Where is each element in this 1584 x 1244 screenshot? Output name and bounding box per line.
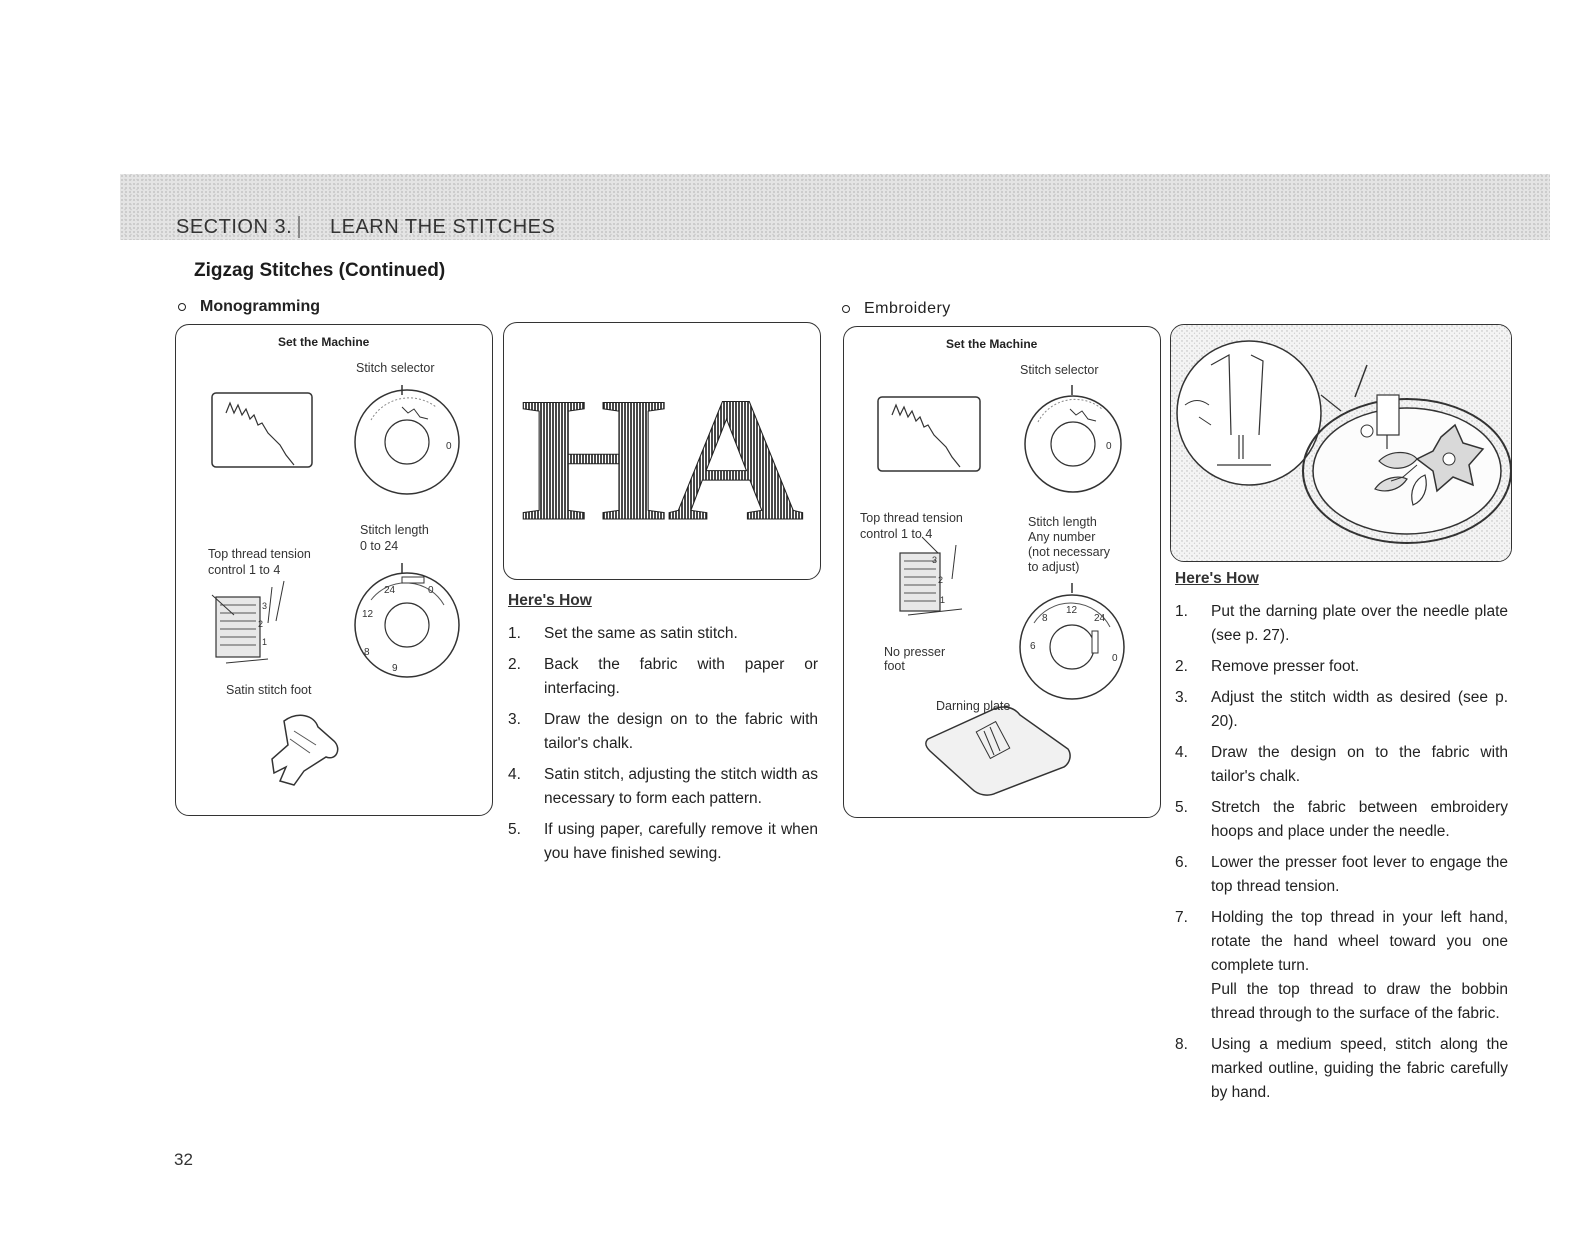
section-number: SECTION 3. [176, 216, 293, 238]
length-9-mark: 9 [392, 663, 398, 674]
stitch-length-label-line2: Any number [1028, 530, 1096, 544]
tension-3-mark: 3 [262, 601, 268, 611]
embroidery-hoop-panel [1170, 324, 1512, 562]
zigzag-stitch-icon [226, 403, 294, 465]
step-item: 3. Draw the design on to the fabric with tailor's chalk. [508, 711, 818, 752]
length-24-mark: 24 [384, 585, 396, 596]
monogramming-steps [508, 622, 818, 873]
monogramming-heading-text: Monogramming [200, 298, 320, 315]
step-item: 8. Using a medium speed, stitch along the marked outline, guiding the fabric carefully by hand. [1175, 1036, 1508, 1101]
length-12-mark: 12 [1066, 605, 1078, 616]
embroidery-heres-how: Here's How [1175, 570, 1259, 587]
no-presser-label-line2: foot [884, 659, 905, 673]
step-item: 4. Draw the design on to the fabric with tailor's chalk. [1175, 744, 1508, 785]
tension-label-line1: Top thread tension [208, 547, 311, 561]
monogram-sample-panel [503, 322, 821, 580]
step-item: 5. Stretch the fabric between embroidery hoops and place under the needle. [1175, 799, 1508, 840]
tension-label-line2: control 1 to 4 [860, 527, 933, 541]
panel-title: Set the Machine [278, 335, 370, 349]
darning-plate-icon [926, 707, 1070, 795]
stitch-pattern-window [878, 397, 980, 471]
embroidery-settings-panel [843, 326, 1161, 818]
tension-1-mark: 1 [940, 595, 946, 605]
embroidery-steps [1175, 600, 1508, 1112]
stitch-length-label-line1: Stitch length [1028, 515, 1097, 529]
stitch-length-label-line3: (not necessary [1028, 545, 1110, 559]
length-12-mark: 12 [362, 609, 374, 620]
selector-zero-mark: 0 [1106, 441, 1112, 452]
embroidery-heading-text: Embroidery [864, 300, 951, 317]
banner-divider [298, 216, 300, 238]
stitch-length-label-line2: 0 to 24 [360, 539, 399, 553]
length-0-mark: 0 [428, 585, 434, 596]
length-24-mark: 24 [1094, 613, 1106, 624]
monogramming-settings-panel [175, 324, 493, 816]
stitch-length-dial [355, 573, 459, 677]
tension-1-mark: 1 [262, 637, 268, 647]
section-title: LEARN THE STITCHES [330, 216, 556, 238]
page-title: Zigzag Stitches (Continued) [194, 260, 446, 281]
monogramming-heres-how: Here's How [508, 592, 592, 609]
darning-plate-label: Darning plate [936, 699, 1011, 713]
stitch-selector-label: Stitch selector [356, 361, 435, 375]
tension-dial [900, 537, 962, 615]
no-presser-label-line1: No presser [884, 645, 946, 659]
tension-2-mark: 2 [938, 575, 944, 585]
satin-stitch-foot-icon [272, 715, 338, 785]
step-item: 1. Put the darning plate over the needle plate (see p. 27). [1175, 603, 1508, 644]
length-8-mark: 8 [364, 647, 370, 658]
section-banner [120, 174, 1550, 240]
step-item: 3. Adjust the stitch width as desired (see p. 20). [1175, 689, 1508, 730]
step-item: 2. Back the fabric with paper or interfacing. [508, 656, 818, 697]
step-item: 4. Satin stitch, adjusting the stitch width as necessary to form each pattern. [508, 766, 818, 807]
tension-label-line1: Top thread tension [860, 511, 963, 525]
tension-3-mark: 3 [932, 555, 938, 565]
tension-label-line2: control 1 to 4 [208, 563, 281, 577]
stitch-pattern-window [212, 393, 312, 467]
satin-stitched-monogram: HA [520, 360, 804, 558]
stitch-length-label-line4: to adjust) [1028, 560, 1080, 574]
panel-title: Set the Machine [946, 337, 1038, 351]
length-6-mark: 6 [1030, 641, 1036, 652]
embroidery-hoop-illustration [1171, 325, 1511, 561]
selector-zero-mark: 0 [446, 441, 452, 452]
embroidery-heading [842, 300, 951, 318]
bullet-icon [178, 303, 186, 311]
length-0-mark: 0 [1112, 653, 1118, 664]
step-item: 1. Set the same as satin stitch. [508, 625, 738, 642]
step-item: 6. Lower the presser foot lever to engage the top thread tension. [1175, 854, 1508, 895]
monogramming-heading [178, 298, 320, 316]
stitch-selector-label: Stitch selector [1020, 363, 1099, 377]
step-item: 5. If using paper, carefully remove it when you have finished sewing. [508, 821, 818, 862]
step-item: 7. Holding the top thread in your left hand, rotate the hand wheel toward you one complete turn. Pull the top thread to draw the bobbin thread through to the surface of the fabric. [1175, 909, 1508, 1022]
satin-foot-label: Satin stitch foot [226, 683, 312, 697]
embroidery-machine-illustration [844, 327, 1160, 817]
step-item: 2. Remove presser foot. [1175, 658, 1360, 675]
tension-dial [212, 581, 284, 663]
monogram-sample-illustration [504, 323, 820, 579]
stitch-selector-dial [355, 390, 459, 494]
bullet-icon [842, 305, 850, 313]
stitch-length-label-line1: Stitch length [360, 523, 429, 537]
length-8-mark: 8 [1042, 613, 1048, 624]
page-number: 32 [174, 1150, 193, 1169]
zigzag-stitch-icon [892, 405, 960, 467]
tension-2-mark: 2 [258, 619, 264, 629]
